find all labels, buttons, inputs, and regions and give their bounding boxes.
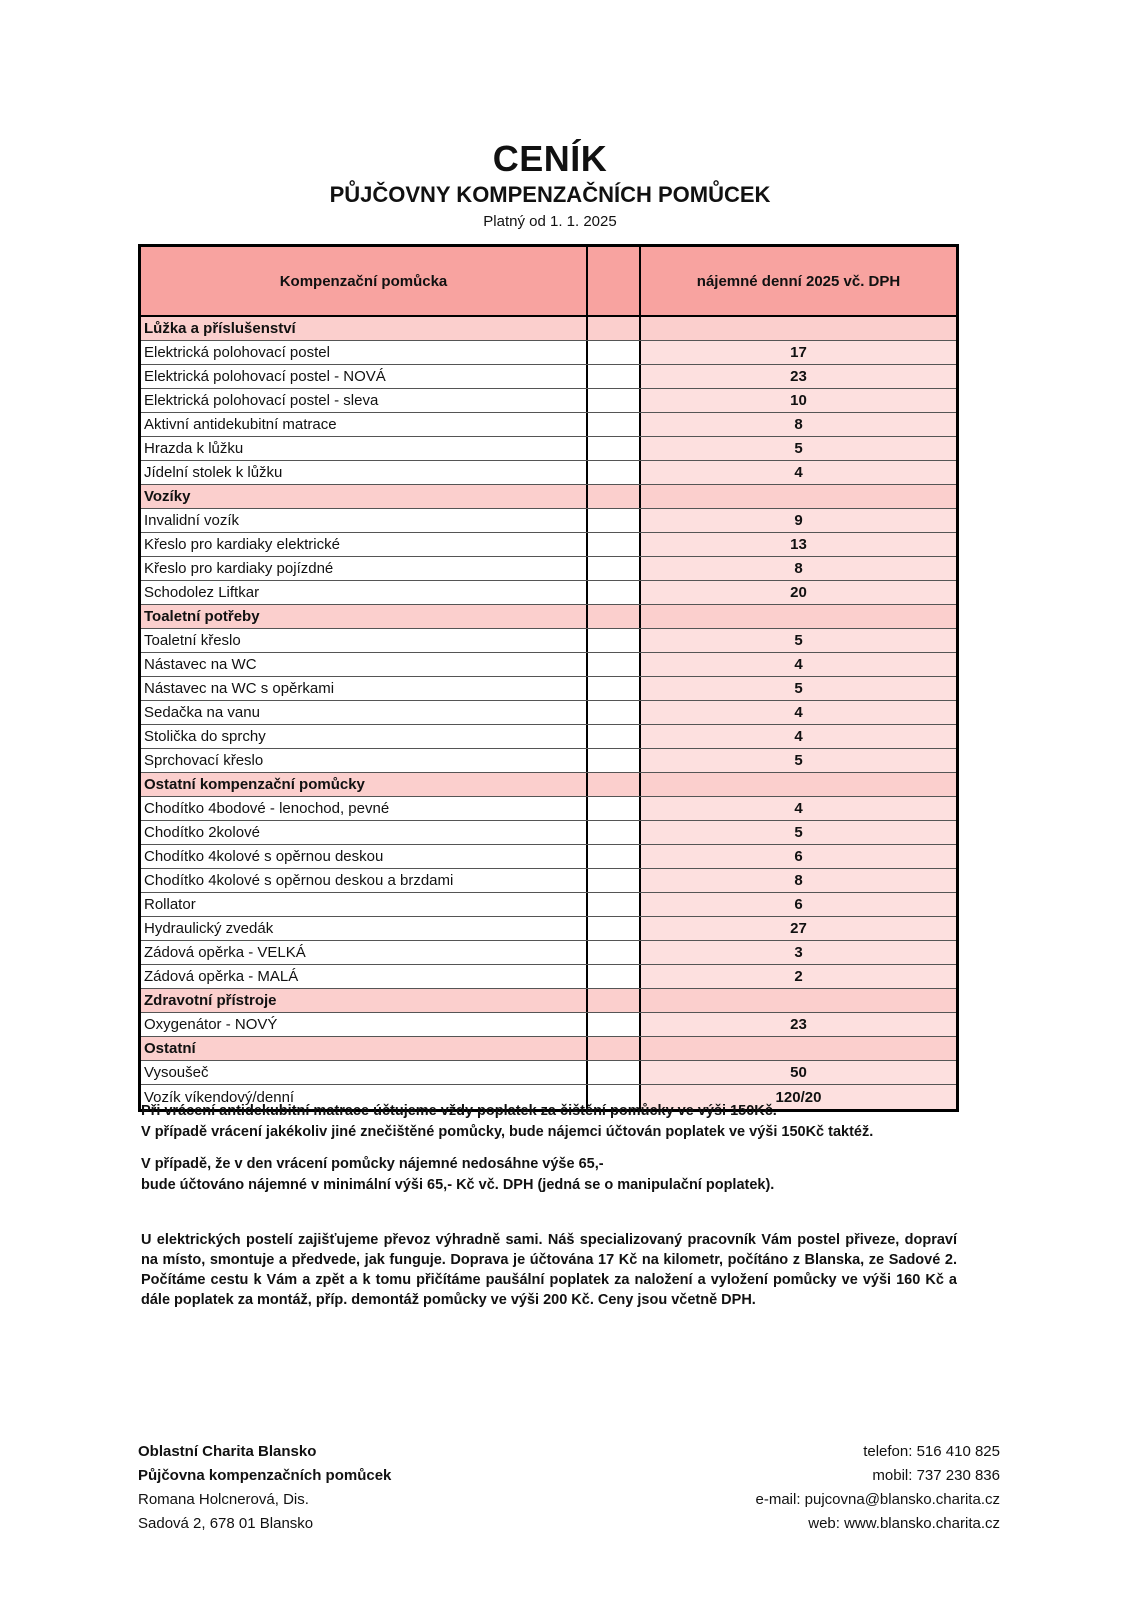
item-name: Stolička do sprchy [141, 725, 588, 748]
table-row [141, 581, 956, 605]
col-empty-header [588, 247, 641, 315]
category-name: Ostatní kompenzační pomůcky [141, 773, 588, 796]
empty-cell [588, 341, 641, 364]
item-price: 10 [641, 389, 956, 412]
item-price: 13 [641, 533, 956, 556]
empty-cell [588, 509, 641, 532]
empty-cell [588, 629, 641, 652]
empty-cell [588, 533, 641, 556]
col-item-header: Kompenzační pomůcka [141, 247, 588, 315]
empty-cell [588, 389, 641, 412]
empty-cell [588, 1037, 641, 1060]
item-name: Chodítko 4kolové s opěrnou deskou [141, 845, 588, 868]
footer-org: Oblastní Charita Blansko [138, 1443, 317, 1460]
empty-cell [588, 1013, 641, 1036]
empty-cell [588, 365, 641, 388]
item-name: Vozík víkendový/denní [141, 1085, 588, 1109]
item-price: 5 [641, 629, 956, 652]
category-name: Toaletní potřeby [141, 605, 588, 628]
category-row [141, 1037, 956, 1061]
item-price: 5 [641, 821, 956, 844]
item-price: 8 [641, 413, 956, 436]
table-row [141, 869, 956, 893]
table-row [141, 365, 956, 389]
empty-cell [588, 653, 641, 676]
item-price: 17 [641, 341, 956, 364]
item-price: 4 [641, 797, 956, 820]
item-price: 9 [641, 509, 956, 532]
item-price: 4 [641, 461, 956, 484]
footer-address: Sadová 2, 678 01 Blansko [138, 1515, 314, 1532]
item-name: Oxygenátor - NOVÝ [141, 1013, 588, 1036]
item-price: 8 [641, 557, 956, 580]
table-row [141, 845, 956, 869]
empty-cell [588, 965, 641, 988]
item-name: Zádová opěrka - MALÁ [141, 965, 588, 988]
item-price: 5 [641, 677, 956, 700]
table-row [141, 461, 956, 485]
col-price-header: nájemné denní 2025 vč. DPH [696, 272, 901, 290]
empty-cell [588, 869, 641, 892]
empty-cell [588, 1061, 641, 1084]
empty-cell [588, 485, 641, 508]
item-name: Sprchovací křeslo [141, 749, 588, 772]
item-name: Rollator [141, 893, 588, 916]
category-row [141, 485, 956, 509]
item-name: Nástavec na WC [141, 653, 588, 676]
item-name: Chodítko 2kolové [141, 821, 588, 844]
item-price: 5 [641, 437, 956, 460]
page-subtitle: PŮJČOVNY KOMPENZAČNÍCH POMŮCEK [329, 182, 771, 207]
item-price: 120/20 [641, 1085, 956, 1109]
empty-cell [588, 581, 641, 604]
empty-cell [588, 557, 641, 580]
empty-cell [588, 917, 641, 940]
table-header [141, 247, 956, 317]
item-name: Hydraulický zvedák [141, 917, 588, 940]
footer-dept: Půjčovna kompenzačních pomůcek [138, 1467, 392, 1484]
table-row [141, 341, 956, 365]
table-row [141, 749, 956, 773]
footer-contact-right [755, 1440, 1000, 1536]
item-price: 6 [641, 893, 956, 916]
footer-phone: telefon: 516 410 825 [863, 1443, 1000, 1460]
minimum-fee-line: V případě, že v den vrácení pomůcky nájemné nedosáhne výše 65,- [141, 1156, 604, 1172]
table-row [141, 1061, 956, 1085]
footer-mobile: mobil: 737 230 836 [872, 1467, 1000, 1484]
empty-cell [588, 725, 641, 748]
item-name: Schodolez Liftkar [141, 581, 588, 604]
item-price: 8 [641, 869, 956, 892]
table-row [141, 509, 956, 533]
minimum-fee-note [141, 1154, 961, 1196]
item-name: Chodítko 4bodové - lenochod, pevné [141, 797, 588, 820]
category-name: Ostatní [141, 1037, 588, 1060]
footer-web[interactable]: web: www.blansko.charita.cz [808, 1515, 1000, 1532]
price-table [138, 244, 959, 1112]
category-name: Vozíky [141, 485, 588, 508]
category-name: Zdravotní přístroje [141, 989, 588, 1012]
item-price [641, 485, 956, 508]
table-row [141, 677, 956, 701]
empty-cell [588, 413, 641, 436]
item-name: Chodítko 4kolové s opěrnou deskou a brzdami [141, 869, 588, 892]
empty-cell [588, 317, 641, 340]
category-row [141, 773, 956, 797]
transport-note: U elektrických postelí zajišťujeme převoz výhradně sami. Náš specializovaný pracovník Vám postel přiveze, dopraví na místo, smontuje a předvede, jak funguje. Doprava je účtována 17 Kč na kilometr, počítáno z Blanska, ze Sadové 2. Počítáme cestu k Vám a zpět a k tomu přičítáme paušální poplatek za naložení a vyložení pomůcky ve výši 160 Kč a dále poplatek za montáž, příp. demontáž pomůcky ve výši 200 Kč. Ceny jsou včetně DPH. [141, 1232, 957, 1308]
empty-cell [588, 797, 641, 820]
cleaning-note-line: V případě vrácení jakékoliv jiné znečištěné pomůcky, bude nájemci účtován poplatek ve výši 150Kč taktéž. [141, 1124, 874, 1140]
footer-person: Romana Holcnerová, Dis. [138, 1491, 309, 1508]
table-row [141, 413, 956, 437]
empty-cell [588, 941, 641, 964]
table-row [141, 965, 956, 989]
empty-cell [588, 677, 641, 700]
category-row [141, 989, 956, 1013]
item-price [641, 989, 956, 1012]
empty-cell [588, 437, 641, 460]
empty-cell [588, 989, 641, 1012]
item-price: 27 [641, 917, 956, 940]
item-price: 23 [641, 365, 956, 388]
empty-cell [588, 701, 641, 724]
empty-cell [588, 461, 641, 484]
cleaning-note-line: Při vrácení antidekubitní matrace účtujeme vždy poplatek za čištění pomůcky ve výši 150Kč. [141, 1103, 777, 1119]
table-row [141, 941, 956, 965]
table-row [141, 1013, 956, 1037]
empty-cell [588, 605, 641, 628]
item-price: 5 [641, 749, 956, 772]
item-name: Elektrická polohovací postel - sleva [141, 389, 588, 412]
empty-cell [588, 821, 641, 844]
footer-contact-left [138, 1440, 391, 1536]
item-price [641, 605, 956, 628]
item-price: 6 [641, 845, 956, 868]
minimum-fee-line: bude účtováno nájemné v minimální výši 65,- Kč vč. DPH (jedná se o manipulační poplatek). [141, 1177, 775, 1193]
table-row [141, 389, 956, 413]
footer-email[interactable]: e-mail: pujcovna@blansko.charita.cz [755, 1491, 1000, 1508]
item-name: Invalidní vozík [141, 509, 588, 532]
item-price: 23 [641, 1013, 956, 1036]
item-name: Křeslo pro kardiaky elektrické [141, 533, 588, 556]
item-name: Aktivní antidekubitní matrace [141, 413, 588, 436]
item-name: Sedačka na vanu [141, 701, 588, 724]
table-row [141, 629, 956, 653]
item-name: Vysoušeč [141, 1061, 588, 1084]
item-price: 4 [641, 725, 956, 748]
item-name: Nástavec na WC s opěrkami [141, 677, 588, 700]
empty-cell [588, 773, 641, 796]
table-body [141, 317, 956, 1109]
item-name: Toaletní křeslo [141, 629, 588, 652]
item-price: 4 [641, 653, 956, 676]
page-title: CENÍK [492, 138, 608, 179]
item-name: Hrazda k lůžku [141, 437, 588, 460]
item-price: 2 [641, 965, 956, 988]
item-name: Křeslo pro kardiaky pojízdné [141, 557, 588, 580]
table-row [141, 533, 956, 557]
table-row [141, 437, 956, 461]
category-name: Lůžka a příslušenství [141, 317, 588, 340]
table-row [141, 653, 956, 677]
item-price [641, 1037, 956, 1060]
table-row [141, 725, 956, 749]
table-row [141, 821, 956, 845]
table-row [141, 917, 956, 941]
cleaning-note [141, 1101, 961, 1143]
item-price: 20 [641, 581, 956, 604]
item-price: 3 [641, 941, 956, 964]
item-price [641, 317, 956, 340]
empty-cell [588, 845, 641, 868]
item-name: Jídelní stolek k lůžku [141, 461, 588, 484]
valid-from: Platný od 1. 1. 2025 [483, 213, 617, 230]
category-row [141, 605, 956, 629]
table-row [141, 893, 956, 917]
category-row [141, 317, 956, 341]
table-row [141, 797, 956, 821]
empty-cell [588, 893, 641, 916]
item-name: Elektrická polohovací postel - NOVÁ [141, 365, 588, 388]
item-price: 4 [641, 701, 956, 724]
item-price [641, 773, 956, 796]
empty-cell [588, 749, 641, 772]
item-name: Zádová opěrka - VELKÁ [141, 941, 588, 964]
item-name: Elektrická polohovací postel [141, 341, 588, 364]
table-row [141, 701, 956, 725]
item-price: 50 [641, 1061, 956, 1084]
table-row [141, 557, 956, 581]
